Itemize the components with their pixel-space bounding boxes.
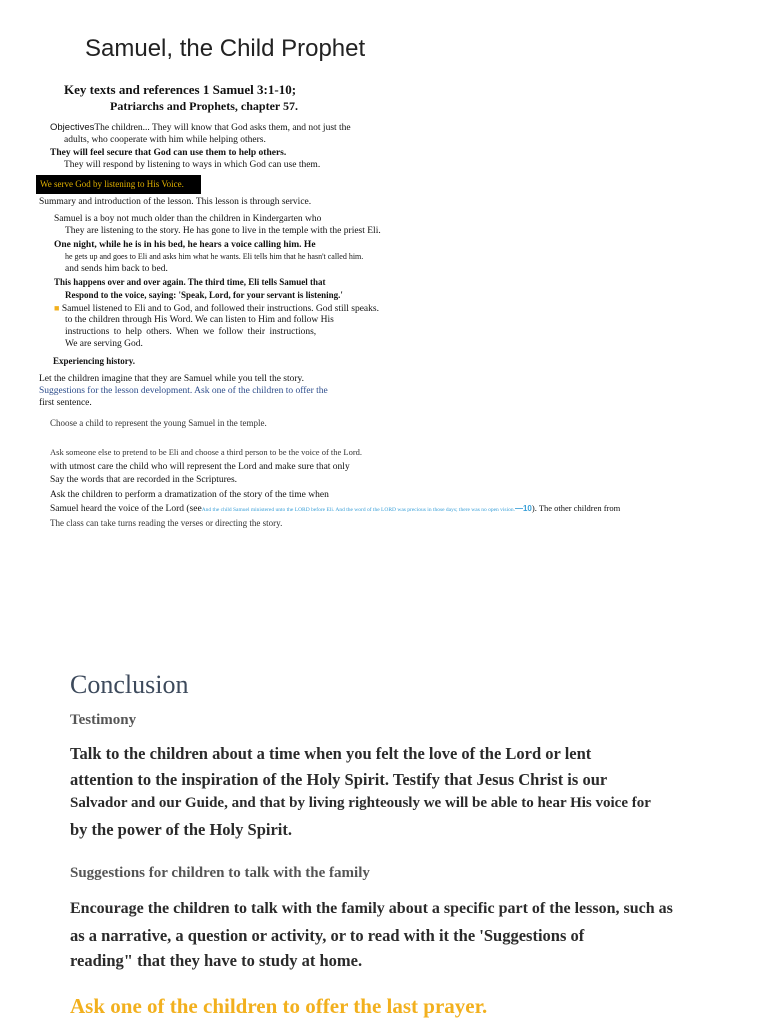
activity-line-2: with utmost care the child who will represent the Lord and make sure that only	[50, 462, 350, 472]
conclusion-heading: Conclusion	[70, 670, 189, 699]
objectives-label: Objectives	[50, 122, 95, 133]
activity-line-1: Ask someone else to pretend to be Eli and choose a third person to be the voice of the Lord.	[50, 447, 363, 457]
objectives-line-4: They will respond by listening to ways in which God can use them.	[64, 160, 321, 170]
key-texts: Key texts and references 1 Samuel 3:1-10;	[64, 82, 297, 97]
activity-line-5	[50, 503, 620, 514]
story-line-3-text: One night, while he is in his bed, he hears a voice calling him. He	[54, 240, 316, 250]
family-line-3: reading" that they have to study at home.	[70, 951, 363, 970]
story-line-4: he gets up and goes to Eli and asks him what he wants. Eli tells him that he hasn't called him.	[65, 252, 364, 261]
activity-line-4: Ask the children to perform a dramatization of the story of the time when	[50, 490, 329, 500]
story-line-6-text: This happens over and over again. The third time, Eli tells Samuel that	[54, 277, 326, 287]
story-line-7: Respond to the voice, saying: 'Speak, Lord, for your servant is listening.'	[65, 290, 343, 300]
activity-line-5-end: ). The other children from	[531, 503, 621, 513]
story-line-1	[54, 214, 321, 224]
summary: Summary and introduction of the lesson. This lesson is through service.	[39, 197, 312, 207]
scripture-reference: —10	[514, 504, 532, 513]
story-line-10: instructions to help others. When we follow their instructions,	[65, 327, 317, 337]
objectives-text: The children... They will know that God asks them, and not just the	[94, 123, 351, 133]
gold-bullet-icon: ■	[54, 303, 60, 313]
page-title: Samuel, the Child Prophet	[85, 35, 366, 62]
activity-line-3: Say the words that are recorded in the Scriptures.	[50, 475, 238, 485]
suggestions-development: Suggestions for the lesson development. Ask one of the children to offer the	[39, 386, 328, 396]
patriarchs-reference: Patriarchs and Prophets, chapter 57.	[110, 99, 298, 113]
family-line-2: as a narrative, a question or activity, or to read with it the 'Suggestions of	[70, 926, 585, 945]
family-line-1: Encourage the children to talk with the family about a specific part of the lesson, such as	[70, 900, 673, 917]
story-line-11: We are serving God.	[65, 339, 143, 349]
theme-banner-text: We serve God by listening to His Voice.	[40, 179, 184, 189]
story-line-9: to the children through His Word. We can listen to Him and follow His	[65, 315, 334, 325]
objectives-line-3	[50, 148, 286, 158]
objectives-line-3-text: They will feel secure that God can use them to help others.	[50, 148, 287, 158]
story-line-1-text: Samuel is a boy not much older than the children in Kindergarten who	[54, 214, 322, 224]
scripture-quote: And the child Samuel ministered unto the LORD before Eli. And the word of the LORD was precious in those days; there was no open vision.	[201, 507, 515, 513]
testimony-line-4: by the power of the Holy Spirit.	[70, 820, 292, 839]
story-line-3	[54, 240, 316, 250]
first-sentence: first sentence.	[39, 398, 92, 408]
last-prayer: Ask one of the children to offer the last prayer.	[70, 994, 488, 1018]
objectives-line-2: adults, who cooperate with him while helping others.	[64, 135, 266, 145]
story-line-5: and sends him back to bed.	[65, 264, 168, 274]
experiencing-history: Experiencing history.	[53, 356, 136, 366]
activity-line-6: The class can take turns reading the verses or directing the story.	[50, 518, 283, 528]
objectives-line-1	[50, 122, 351, 133]
testimony-line-2: attention to the inspiration of the Holy Spirit. Testify that Jesus Christ is our	[70, 770, 608, 789]
choose-child: Choose a child to represent the young Samuel in the temple.	[50, 418, 267, 428]
activity-line-5-start: Samuel heard the voice of the Lord (see	[50, 504, 202, 514]
story-line-8-text: Samuel listened to Eli and to God, and followed their instructions. God still speaks.	[61, 304, 379, 314]
story-line-6	[54, 277, 326, 288]
testimony-line-3: Salvador and our Guide, and that by living righteously we will be able to hear His voice for	[70, 795, 651, 811]
story-line-2: They are listening to the story. He has gone to live in the temple with the priest Eli.	[65, 226, 381, 236]
story-line-8	[54, 303, 379, 314]
family-heading: Suggestions for children to talk with the family	[70, 865, 370, 881]
imagine-line: Let the children imagine that they are Samuel while you tell the story.	[39, 374, 305, 384]
testimony-heading: Testimony	[70, 712, 137, 728]
testimony-line-1: Talk to the children about a time when you felt the love of the Lord or lent	[70, 744, 592, 763]
theme-banner	[36, 175, 201, 194]
